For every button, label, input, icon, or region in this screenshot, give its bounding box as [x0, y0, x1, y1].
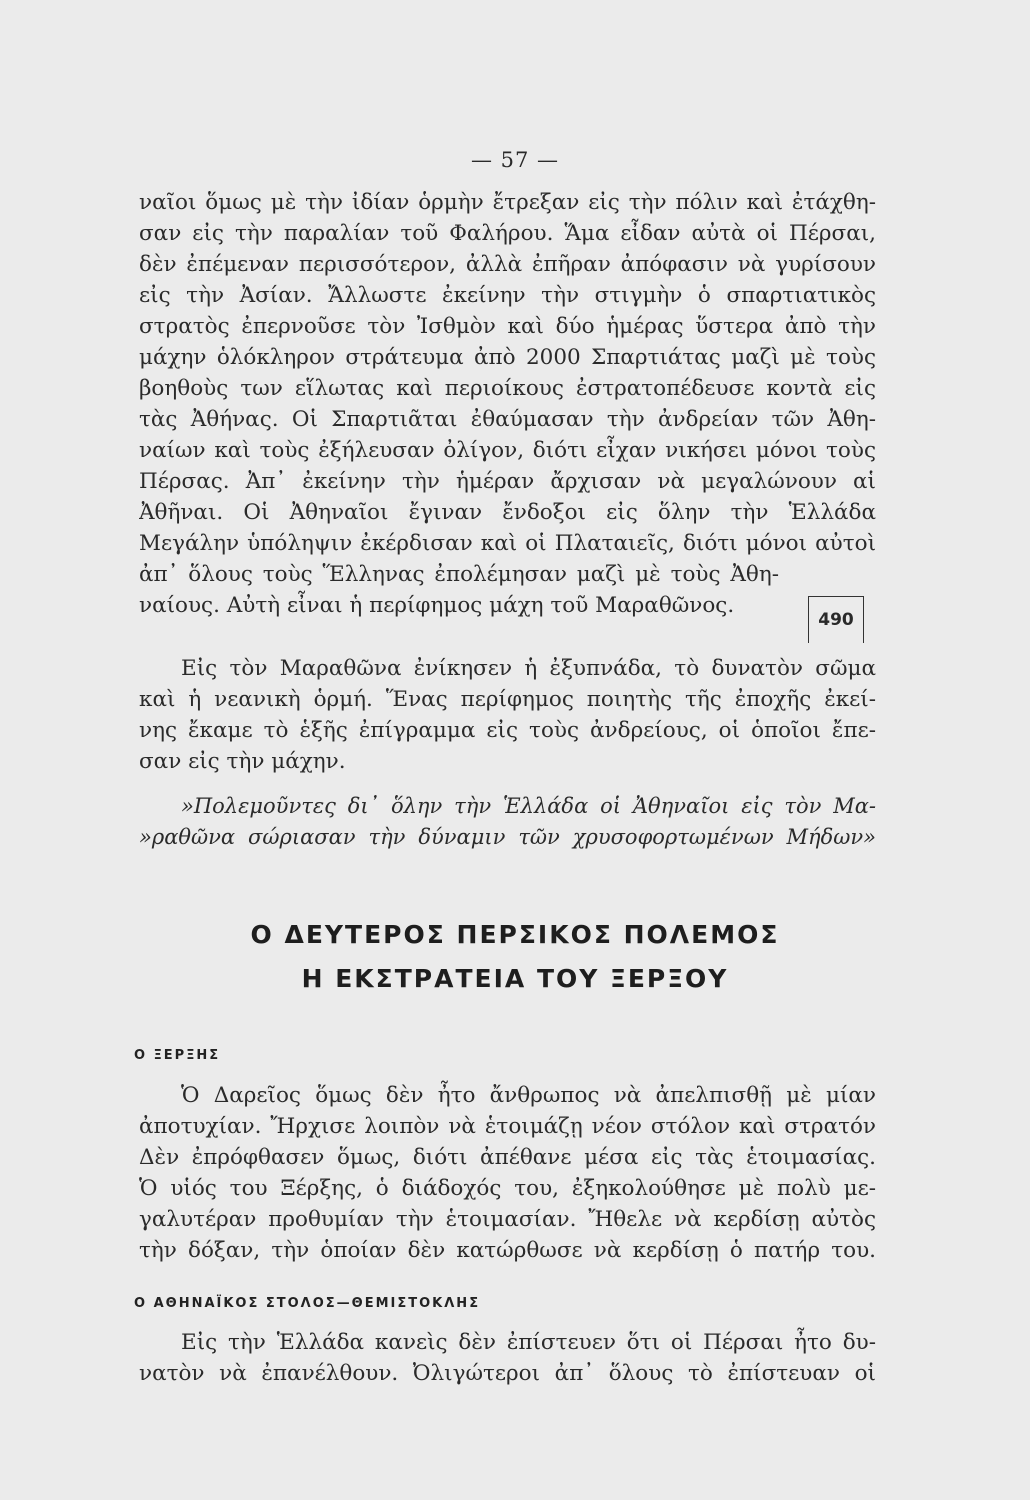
paragraph-2 — [139, 653, 876, 777]
text-line: τὴν δόξαν, τὴν ὁποίαν δὲν κατώρθωσε νὰ κερδίσῃ ὁ πατήρ του. — [139, 1238, 876, 1263]
page-number: — 57 — — [470, 148, 560, 172]
text-line: ναῖοι ὅμως μὲ τὴν ἰδίαν ὁρμὴν ἔτρεξαν εἰς τὴν πόλιν καὶ ἐτάχθη- — [139, 190, 876, 215]
epigram-line: »Πολεμοῦντες δι᾽ ὅλην τὴν Ἑλλάδα οἱ Ἀθηναῖοι εἰς τὸν Μα- — [181, 794, 876, 818]
text-line: σαν εἰς τὴν παραλίαν τοῦ Φαλήρου. Ἅμα εἶδαν αὐτὰ οἱ Πέρσαι, — [139, 221, 876, 246]
paragraph-1 — [139, 187, 876, 621]
text-line: εἰς τὴν Ἀσίαν. Ἄλλωστε ἐκείνην τὴν στιγμὴν ὁ σπαρτιατικὸς — [139, 283, 876, 308]
paragraph-4 — [139, 1327, 876, 1389]
text-line: Πέρσας. Ἀπ᾽ ἐκείνην τὴν ἡμέραν ἄρχισαν νὰ μεγαλώνουν αἱ — [139, 469, 876, 494]
text-line: ἀποτυχίαν. Ἤρχισε λοιπὸν νὰ ἑτοιμάζῃ νέον στόλον καὶ στρατόν — [139, 1114, 876, 1139]
text-line: βοηθοὺς των εἵλωτας καὶ περιοίκους ἐστρατοπέδευσε κοντὰ εἰς — [139, 376, 876, 401]
text-line: γαλυτέραν προθυμίαν τὴν ἑτοιμασίαν. Ἤθελε νὰ κερδίσῃ αὐτὸς — [139, 1207, 876, 1232]
text-line: Εἰς τὴν Ἑλλάδα κανεὶς δὲν ἐπίστευεν ὅτι οἱ Πέρσαι ἦτο δυ- — [181, 1330, 876, 1355]
epigram-line: »ραθῶνα σώριασαν τὴν δύναμιν τῶν χρυσοφορτωμένων Μήδων» — [139, 825, 876, 849]
text-line: νατὸν νὰ ἐπανέλθουν. Ὀλιγώτεροι ἀπ᾽ ὅλους τὸ ἐπίστευαν οἱ — [139, 1361, 876, 1386]
text-line: δὲν ἐπέμεναν περισσότερον, ἀλλὰ ἐπῆραν ἀπόφασιν νὰ γυρίσουν — [139, 252, 876, 277]
text-line: ναίων καὶ τοὺς ἐξήλευσαν ὀλίγον, διότι εἶχαν νικήσει μόνοι τοὺς — [139, 438, 876, 463]
text-line: ναίους. Αὐτὴ εἶναι ἡ περίφημος μάχη τοῦ Μαραθῶνος. — [139, 593, 735, 618]
text-line: Μεγάλην ὑπόληψιν ἐκέρδισαν καὶ οἱ Πλαταιεῖς, διότι μόνοι αὐτοὶ — [139, 531, 876, 556]
text-line: Ἀθῆναι. Οἱ Ἀθηναῖοι ἔγιναν ἔνδοξοι εἰς ὅλην τὴν Ἑλλάδα — [139, 500, 876, 525]
text-line: νης ἔκαμε τὸ ἑξῆς ἐπίγραμμα εἰς τοὺς ἀνδρείους, οἱ ὁποῖοι ἔπε- — [139, 718, 876, 743]
chapter-title: Ο ΔΕΥΤΕΡΟΣ ΠΕΡΣΙΚΟΣ ΠΟΛΕΜΟΣ — [250, 920, 780, 949]
margin-marker: 490 — [808, 596, 864, 643]
paragraph-3 — [139, 1080, 876, 1266]
text-line: καὶ ἡ νεανικὴ ὁρμή. Ἕνας περίφημος ποιητὴς τῆς ἐποχῆς ἐκεί- — [139, 687, 876, 712]
text-line: σαν εἰς τὴν μάχην. — [139, 749, 346, 774]
text-line: στρατὸς ἐπερνοῦσε τὸν Ἰσθμὸν καὶ δύο ἡμέρας ὕστερα ἀπὸ τὴν — [139, 314, 876, 339]
text-line: ἀπ᾽ ὅλους τοὺς Ἕλληνας ἐπολέμησαν μαζὶ μὲ τοὺς Ἀθη- — [139, 562, 779, 587]
text-line: τὰς Ἀθήνας. Οἱ Σπαρτιᾶται ἐθαύμασαν τὴν ἀνδρείαν τῶν Ἀθη- — [139, 407, 876, 432]
section-heading-fleet: Ο ΑΘΗΝΑΪΚΟΣ ΣΤΟΛΟΣ—ΘΕΜΙΣΤΟΚΛΗΣ — [134, 1296, 481, 1311]
epigram — [139, 791, 876, 853]
section-heading-xerxes: Ο ΞΕΡΞΗΣ — [134, 1048, 221, 1063]
text-line: Εἰς τὸν Μαραθῶνα ἐνίκησεν ἡ ἐξυπνάδα, τὸ δυνατὸν σῶμα — [181, 656, 876, 681]
text-line: μάχην ὁλόκληρον στράτευμα ἀπὸ 2000 Σπαρτιάτας μαζὶ μὲ τοὺς — [139, 345, 876, 370]
text-line: Δὲν ἐπρόφθασεν ὅμως, διότι ἀπέθανε μέσα εἰς τὰς ἑτοιμασίας. — [139, 1145, 876, 1170]
text-line: Ὁ Δαρεῖος ὅμως δὲν ἦτο ἄνθρωπος νὰ ἀπελπισθῇ μὲ μίαν — [181, 1083, 876, 1108]
chapter-subtitle: Η ΕΚΣΤΡΑΤΕΙΑ ΤΟΥ ΞΕΡΞΟΥ — [301, 964, 729, 993]
text-line: Ὁ υἱός του Ξέρξης, ὁ διάδοχός του, ἐξηκολούθησε μὲ πολὺ με- — [139, 1176, 876, 1201]
